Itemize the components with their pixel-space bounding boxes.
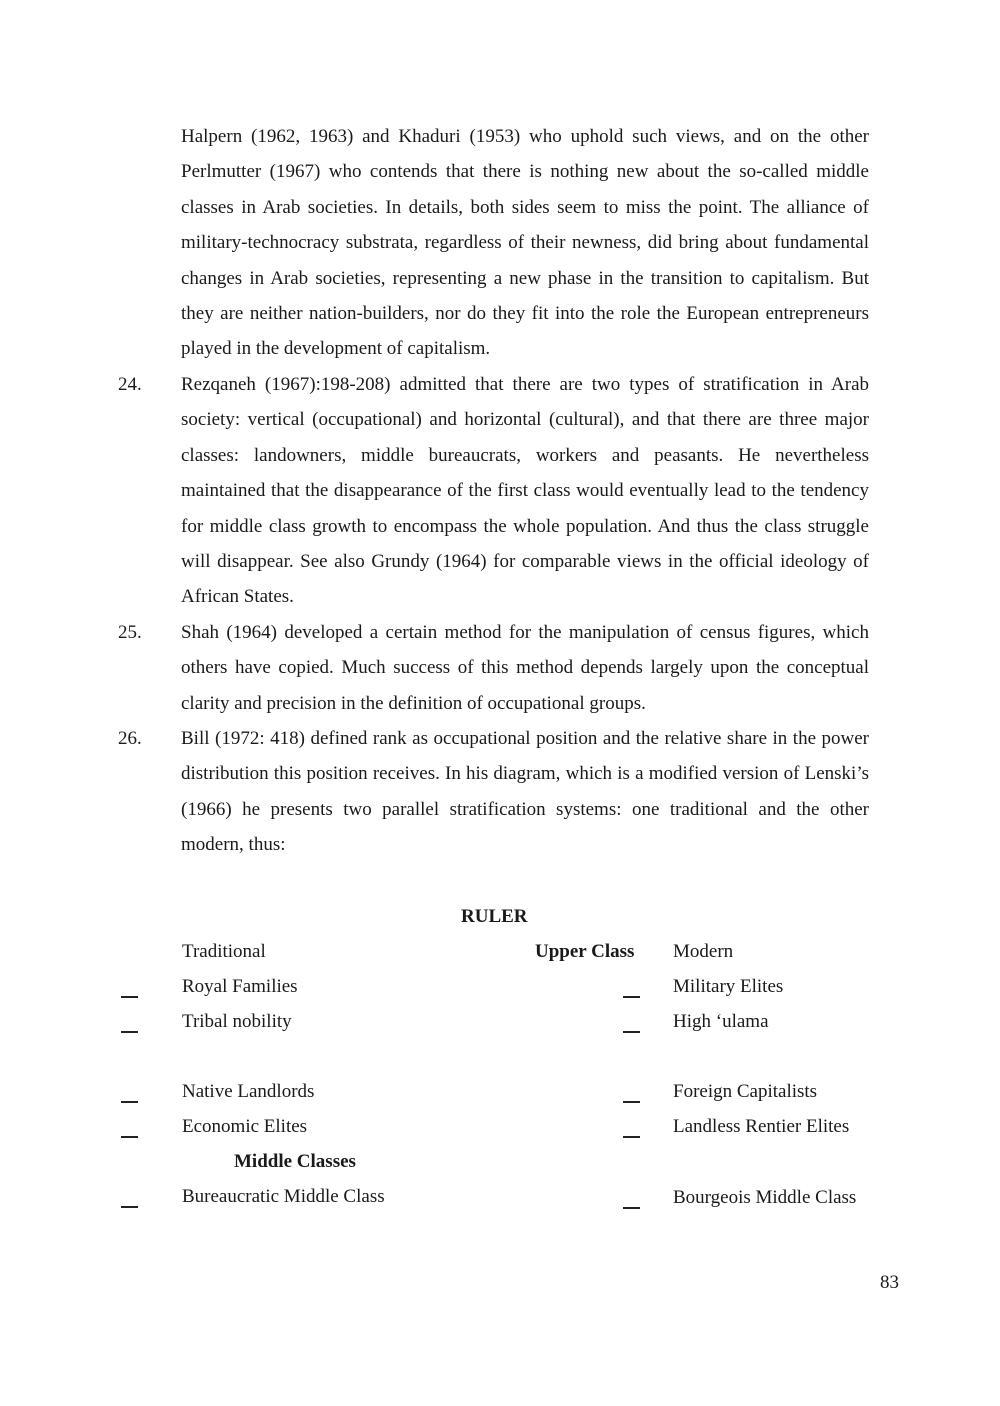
modern-item: Foreign Capitalists xyxy=(673,1081,818,1102)
middle-classes-label: Middle Classes xyxy=(234,1151,356,1172)
diagram-title: RULER xyxy=(461,906,528,927)
dash-mark xyxy=(121,1136,138,1138)
dash-mark xyxy=(121,1206,138,1208)
note-number-25: 25. xyxy=(118,622,142,643)
modern-item: Landless Rentier Elites xyxy=(673,1116,850,1137)
traditional-item: Bureaucratic Middle Class xyxy=(182,1186,385,1207)
dash-mark xyxy=(623,1207,640,1209)
modern-item: Bourgeois Middle Class xyxy=(673,1187,857,1208)
note-26-text: Bill (1972: 418) defined rank as occupational position and the relative share in the power distribution this position receives. In his diagram, which is a modified version of Lenski’s (1966) he presents two parallel stratification systems: one traditional and the other modern, thus: xyxy=(181,728,869,856)
dash-mark xyxy=(623,1136,640,1138)
modern-item: High ‘ulama xyxy=(673,1011,769,1032)
traditional-item: Economic Elites xyxy=(182,1116,308,1137)
modern-item: Military Elites xyxy=(673,976,784,997)
dash-mark xyxy=(623,1031,640,1033)
traditional-item: Native Landlords xyxy=(182,1081,315,1102)
upper-class-label: Upper Class xyxy=(535,941,635,962)
note-24-text: Rezqaneh (1967):198-208) admitted that there are two types of stratification in Arab society: vertical (occupational) and horizontal (cultural), and that there are three major classes: landowners, middle bureaucrats, workers and peasants. He nevertheless maintained that the disappearance of the first class would eventually lead to the tendency for middle class growth to encompass the whole population. And thus the class struggle will disappear. See also Grundy (1964) for comparable views in the official ideology of African States. xyxy=(181,374,869,608)
dash-mark xyxy=(121,1101,138,1103)
dash-mark xyxy=(623,1101,640,1103)
note-number-24: 24. xyxy=(118,374,142,395)
dash-mark xyxy=(121,1031,138,1033)
dash-mark xyxy=(623,996,640,998)
dash-mark xyxy=(121,996,138,998)
continuation-paragraph: Halpern (1962, 1963) and Khaduri (1953) who uphold such views, and on the other Perlmutter (1967) who contends that there is nothing new about the so-called middle classes in Arab societies. In details, both sides seem to miss the point. The alliance of military-technocracy substrata, regardless of their newness, did bring about fundamental changes in Arab societies, representing a new phase in the transition to capitalism. But they are neither nation-builders, nor do they fit into the role the European entrepreneurs played in the development of capitalism. xyxy=(181,126,869,360)
modern-heading: Modern xyxy=(673,941,734,962)
note-25-text: Shah (1964) developed a certain method for the manipulation of census figures, which others have copied. Much success of this method depends largely upon the conceptual clarity and precision in the definition of occupational groups. xyxy=(181,622,869,714)
page-number: 83 xyxy=(880,1272,899,1293)
traditional-heading: Traditional xyxy=(182,941,266,962)
traditional-item: Royal Families xyxy=(182,976,298,997)
traditional-item: Tribal nobility xyxy=(182,1011,292,1032)
note-number-26: 26. xyxy=(118,728,142,749)
